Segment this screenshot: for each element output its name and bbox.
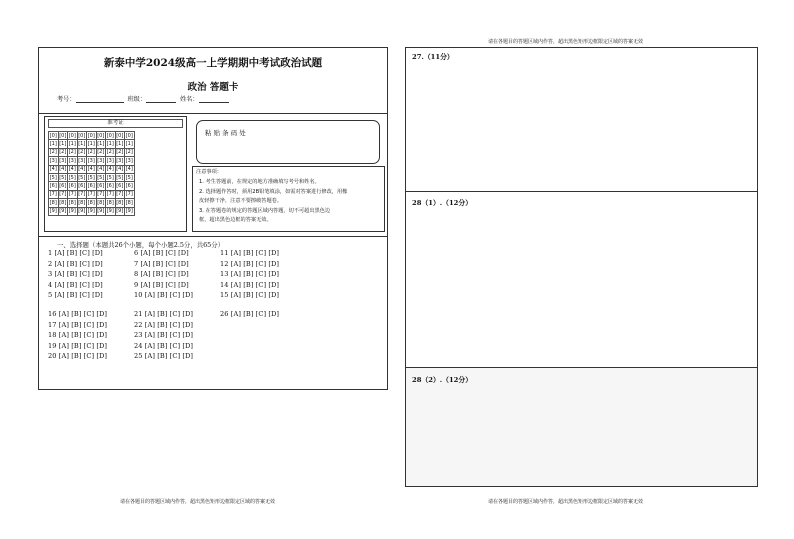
admission-digit-cell[interactable] (96, 140, 106, 148)
choice-options[interactable]: [A] [B] [C] [D] (58, 341, 108, 350)
admission-digit-label: [4] (87, 166, 95, 173)
question-number: 1 (48, 249, 53, 257)
admission-digit-label: [4] (78, 166, 86, 173)
admission-digit-label: [9] (106, 208, 114, 215)
choice-options[interactable]: [A] [B] [C] [D] (54, 259, 103, 268)
admission-digit-cell[interactable] (68, 140, 78, 148)
choice-options[interactable]: [A] [B] [C] [D] (144, 310, 194, 318)
admission-digit-cell[interactable] (96, 132, 106, 140)
admission-digit-label: [2] (87, 149, 95, 156)
admission-digit-cell[interactable] (49, 182, 59, 190)
admission-digit-label: [4] (49, 166, 57, 173)
choice-question[interactable] (134, 260, 189, 268)
choice-options[interactable]: [A] [B] [C] [D] (144, 341, 194, 350)
admission-digit-label: [7] (87, 191, 95, 198)
admission-digit-label: [0] (116, 132, 124, 139)
admission-digit-cell[interactable] (125, 140, 135, 148)
admission-digit-cell[interactable] (87, 157, 97, 165)
choice-options[interactable]: [A] [B] [C] [D] (54, 249, 103, 257)
admission-digit-cell[interactable] (115, 140, 125, 148)
choice-question[interactable] (48, 291, 103, 299)
exam-title: 新泰中学2024级高一上学期期中考试政治试题 (103, 57, 323, 69)
choice-options[interactable]: [A] [B] [C] [D] (140, 259, 189, 268)
admission-digit-label: [3] (87, 157, 95, 164)
question-number: 3 (48, 270, 53, 278)
choice-options[interactable]: [A] [B] [C] [D] (140, 249, 189, 257)
admission-digit-cell[interactable] (115, 165, 125, 173)
admission-digit-cell[interactable] (77, 199, 87, 207)
question-number: 20 (48, 352, 57, 360)
name-label: 姓名： (180, 96, 199, 103)
section-27-label: 27.（11分） (412, 53, 454, 61)
admission-digit-label: [8] (59, 199, 67, 206)
admission-digit-cell[interactable] (96, 182, 106, 190)
admission-digit-label: [6] (78, 183, 86, 190)
choice-question[interactable] (134, 321, 193, 329)
choice-question[interactable] (48, 321, 107, 329)
choice-question[interactable] (48, 270, 103, 278)
choice-question[interactable] (48, 310, 107, 318)
question-number: 18 (48, 331, 57, 339)
admission-digit-label: [0] (87, 132, 95, 139)
admission-digit-label: [3] (97, 157, 105, 164)
admission-digit-cell[interactable] (58, 182, 68, 190)
choice-question[interactable] (220, 310, 279, 318)
answer-area-28-2[interactable] (406, 368, 757, 486)
admission-digit-cell[interactable] (87, 199, 97, 207)
admission-digit-cell[interactable] (77, 157, 87, 165)
bottom-notice-left: 请在各题目的答题区域内作答，超出黑色矩形边框限定区域的答案无效 (120, 499, 276, 505)
admission-digit-cell[interactable] (68, 157, 78, 165)
admission-digit-cell[interactable] (106, 173, 116, 181)
section-28-1-label: 28（1）.（12分） (412, 199, 472, 207)
admission-digit-label: [2] (97, 149, 105, 156)
admission-digit-cell[interactable] (87, 140, 97, 148)
admission-digit-cell[interactable] (77, 165, 87, 173)
admission-digit-cell[interactable] (125, 190, 135, 198)
admission-digit-label: [7] (116, 191, 124, 198)
admission-digit-cell[interactable] (106, 157, 116, 165)
admission-digit-label: [8] (68, 199, 76, 206)
question-number: 6 (134, 249, 139, 257)
admission-digit-cell[interactable] (77, 140, 87, 148)
note-item: 皮轻擦干净，注意不要擦破答题卷。 (199, 198, 283, 204)
admission-digit-label: [1] (106, 141, 114, 148)
choice-question[interactable] (134, 281, 189, 289)
admission-digit-label: [0] (106, 132, 114, 139)
admission-digit-cell[interactable] (68, 182, 78, 190)
admission-digit-cell[interactable] (77, 207, 87, 215)
notes-box (192, 166, 385, 232)
choice-options[interactable]: [A] [B] [C] [D] (58, 352, 108, 360)
admission-digit-label: [2] (78, 149, 86, 156)
question-number: 13 (220, 270, 229, 278)
admission-digit-cell[interactable] (49, 207, 59, 215)
choice-question[interactable] (134, 249, 189, 257)
choice-options[interactable]: [A] [B] [C] [D] (230, 270, 280, 278)
admission-digit-label: [5] (78, 174, 86, 181)
admission-digit-label: [9] (97, 208, 105, 215)
question-number: 19 (48, 341, 57, 350)
admission-digit-cell[interactable] (77, 173, 87, 181)
choice-question[interactable] (220, 249, 279, 257)
admission-digit-cell[interactable] (96, 148, 106, 156)
choice-options[interactable]: [A] [B] [C] [D] (140, 270, 189, 278)
choice-options[interactable]: [A] [B] [C] [D] (230, 310, 280, 318)
admission-digit-label: [0] (97, 132, 105, 139)
admission-digit-cell[interactable] (49, 165, 59, 173)
note-item: 1. 考生答题前，在规定的地方准确填写考号和姓名。 (199, 179, 320, 185)
admission-digit-cell[interactable] (106, 199, 116, 207)
admission-digit-label: [6] (87, 183, 95, 190)
admission-digit-cell[interactable] (96, 173, 106, 181)
admission-digit-label: [0] (59, 132, 67, 139)
choice-options[interactable]: [A] [B] [C] [D] (144, 320, 194, 329)
admission-digit-label: [6] (116, 183, 124, 190)
question-number: 5 (48, 291, 53, 299)
admission-digit-cell[interactable] (125, 148, 135, 156)
admission-digit-cell[interactable] (87, 173, 97, 181)
admission-digit-label: [1] (87, 141, 95, 148)
admission-digit-cell[interactable] (68, 207, 78, 215)
class-label: 班级： (127, 96, 147, 103)
choice-options[interactable]: [A] [B] [C] [D] (230, 291, 280, 299)
admission-digit-cell[interactable] (87, 148, 97, 156)
admission-digit-label: [2] (59, 149, 67, 156)
admission-digit-label: [3] (49, 157, 57, 164)
admission-digit-label: [5] (125, 174, 133, 181)
admission-digit-label: [9] (59, 208, 67, 215)
admission-digit-cell[interactable] (125, 199, 135, 207)
choice-question[interactable] (48, 260, 103, 268)
choice-question[interactable] (134, 291, 193, 299)
admission-digit-cell[interactable] (115, 190, 125, 198)
admission-digit-label: [1] (125, 141, 133, 148)
note-item: 3. 在答题卷的规定的答题区域内答题，切不可超出黑色边 (199, 208, 331, 214)
admission-digit-cell[interactable] (106, 190, 116, 198)
admission-digit-cell[interactable] (77, 132, 87, 140)
admission-digit-cell[interactable] (125, 207, 135, 215)
admission-digit-cell[interactable] (115, 207, 125, 215)
admission-digit-label: [5] (97, 174, 105, 181)
admission-digit-label: [6] (97, 183, 105, 190)
class-field[interactable] (146, 95, 176, 103)
admission-digit-cell[interactable] (58, 157, 68, 165)
admission-digit-label: [3] (125, 157, 133, 164)
question-number: 9 (134, 280, 139, 289)
admission-digit-label: [8] (78, 199, 86, 206)
admission-digit-label: [8] (125, 199, 133, 206)
admission-digit-label: [4] (68, 166, 76, 173)
admission-digit-label: [7] (59, 191, 67, 198)
admission-digit-cell[interactable] (106, 182, 116, 190)
choice-question[interactable] (48, 352, 107, 360)
admission-digit-label: [4] (59, 166, 67, 173)
admission-digit-label: [0] (125, 132, 133, 139)
admission-digit-cell[interactable] (125, 173, 135, 181)
choice-question[interactable] (134, 310, 193, 318)
admission-digit-label: [3] (116, 157, 124, 164)
admission-digit-cell[interactable] (87, 165, 97, 173)
choice-options[interactable]: [A] [B] [C] [D] (58, 331, 108, 339)
admission-digit-cell[interactable] (58, 173, 68, 181)
admission-digit-label: [3] (59, 157, 67, 164)
admission-digit-cell[interactable] (49, 148, 59, 156)
admission-digit-label: [0] (49, 132, 57, 139)
admission-digit-cell[interactable] (125, 157, 135, 165)
question-number: 25 (134, 352, 143, 360)
admission-digit-label: [5] (106, 174, 114, 181)
admission-digit-label: [6] (49, 183, 57, 190)
admission-digit-label: [4] (125, 166, 133, 173)
divider (39, 236, 387, 237)
choice-options[interactable]: [A] [B] [C] [D] (230, 280, 280, 289)
admission-digit-cell[interactable] (96, 207, 106, 215)
choice-question[interactable] (220, 270, 279, 278)
choice-options[interactable]: [A] [B] [C] [D] (230, 259, 280, 268)
admission-digit-label: [4] (97, 166, 105, 173)
choice-options[interactable]: [A] [B] [C] [D] (54, 270, 103, 278)
admission-digit-cell[interactable] (106, 132, 116, 140)
question-number: 15 (220, 291, 229, 299)
admission-digit-cell[interactable] (68, 132, 78, 140)
admission-digit-cell[interactable] (96, 199, 106, 207)
admission-digit-cell[interactable] (96, 165, 106, 173)
top-notice: 请在各题目的答题区域内作答，超出黑色矩形边框限定区域的答案无效 (488, 39, 644, 45)
choice-options[interactable]: [A] [B] [C] [D] (58, 320, 108, 329)
admission-digit-cell[interactable] (58, 190, 68, 198)
question-number: 21 (134, 310, 143, 318)
choice-heading: 一、选择题（本题共26个小题，每个小题2.5分，共65分） (57, 241, 225, 249)
question-number: 16 (48, 310, 57, 318)
choice-question[interactable] (220, 281, 279, 289)
sheet-subtitle: 政治 答题卡 (187, 82, 239, 93)
admission-digit-cell[interactable] (87, 190, 97, 198)
admission-digit-cell[interactable] (87, 182, 97, 190)
admission-digit-label: [5] (68, 174, 76, 181)
choice-question[interactable] (134, 342, 193, 350)
choice-options[interactable]: [A] [B] [C] [D] (144, 291, 194, 299)
admission-digit-label: [2] (125, 149, 133, 156)
admission-digit-cell[interactable] (68, 165, 78, 173)
admission-digit-cell[interactable] (68, 199, 78, 207)
admission-digit-cell[interactable] (77, 148, 87, 156)
note-item: 2. 选择题作答时，须用2B铅笔填涂，如需对答案进行修改，用橡 (199, 189, 348, 195)
admission-digit-label: [2] (49, 149, 57, 156)
answer-sheet-left-panel (38, 47, 388, 390)
choice-question[interactable] (134, 331, 193, 339)
admission-digit-cell[interactable] (49, 173, 59, 181)
note-item: 框，超出黑色边框的答案无效。 (199, 217, 272, 223)
admission-digit-label: [7] (125, 191, 133, 198)
choice-options[interactable]: [A] [B] [C] [D] (144, 331, 194, 339)
admission-digit-label: [0] (78, 132, 86, 139)
admission-digit-cell[interactable] (87, 207, 97, 215)
admission-digit-label: [1] (78, 141, 86, 148)
question-number: 12 (220, 259, 229, 268)
admission-digit-label: [9] (49, 208, 57, 215)
admission-digit-cell[interactable] (87, 132, 97, 140)
admission-digit-cell[interactable] (125, 165, 135, 173)
admission-digit-label: [1] (68, 141, 76, 148)
admission-digit-label: [1] (49, 141, 57, 148)
admission-digit-cell[interactable] (115, 132, 125, 140)
admission-digit-cell[interactable] (58, 140, 68, 148)
choice-question[interactable] (134, 270, 189, 278)
admission-digit-label: [7] (97, 191, 105, 198)
admission-digit-cell[interactable] (49, 199, 59, 207)
admission-digit-cell[interactable] (106, 165, 116, 173)
barcode-area (196, 120, 380, 164)
admission-digit-label: [7] (78, 191, 86, 198)
admission-digit-label: [9] (125, 208, 133, 215)
admission-digit-grid (48, 131, 135, 216)
admission-digit-label: [8] (87, 199, 95, 206)
admission-digit-label: [5] (49, 174, 57, 181)
name-field[interactable] (199, 95, 229, 103)
question-number: 24 (134, 341, 143, 350)
admission-digit-cell[interactable] (68, 173, 78, 181)
admission-digit-label: [9] (68, 208, 76, 215)
choice-options[interactable]: [A] [B] [C] [D] (230, 249, 280, 257)
choice-question[interactable] (48, 342, 107, 350)
answer-sheet-right-panel (405, 47, 758, 487)
admission-digit-cell[interactable] (115, 157, 125, 165)
choice-question[interactable] (220, 291, 279, 299)
admission-digit-label: [8] (106, 199, 114, 206)
bottom-notice-right: 请在各题目的答题区域内作答，超出黑色矩形边框限定区域的答案无效 (488, 499, 644, 505)
admission-digit-label: [4] (116, 166, 124, 173)
admission-digit-label: [1] (116, 141, 124, 148)
question-number: 22 (134, 320, 143, 329)
admission-digit-label: [3] (78, 157, 86, 164)
admission-digit-cell[interactable] (125, 182, 135, 190)
question-number: 8 (134, 270, 139, 278)
admission-digit-label: [2] (106, 149, 114, 156)
divider (39, 113, 387, 114)
choice-question[interactable] (48, 249, 103, 257)
admission-digit-cell[interactable] (115, 199, 125, 207)
admission-digit-label: [4] (106, 166, 114, 173)
question-number: 2 (48, 259, 53, 268)
barcode-label: 粘 贴 条 码 处 (205, 129, 246, 137)
admission-digit-label: [7] (68, 191, 76, 198)
info-fields (57, 94, 229, 103)
admission-digit-label: [7] (49, 191, 57, 198)
admission-digit-cell[interactable] (68, 148, 78, 156)
admission-digit-label: [3] (106, 157, 114, 164)
admission-digit-cell[interactable] (49, 132, 59, 140)
admission-digit-cell[interactable] (58, 199, 68, 207)
admission-digit-label: [5] (59, 174, 67, 181)
question-number: 23 (134, 331, 143, 339)
admission-digit-cell[interactable] (125, 132, 135, 140)
admission-digit-cell[interactable] (115, 173, 125, 181)
admission-digit-label: [1] (97, 141, 105, 148)
admission-digit-label: [6] (59, 183, 67, 190)
choice-options[interactable]: [A] [B] [C] [D] (140, 280, 189, 289)
question-number: 11 (220, 249, 229, 257)
admission-digit-cell[interactable] (77, 190, 87, 198)
admission-digit-label: [5] (87, 174, 95, 181)
admission-digit-label: [8] (49, 199, 57, 206)
admission-digit-label: [9] (116, 208, 124, 215)
question-number: 7 (134, 259, 139, 268)
choice-question[interactable] (48, 331, 107, 339)
admission-digit-cell[interactable] (115, 148, 125, 156)
admission-digit-label: [8] (116, 199, 124, 206)
admission-title: 准考证 (48, 119, 183, 128)
admission-digit-label: [6] (68, 183, 76, 190)
question-number: 10 (134, 291, 143, 299)
admission-digit-cell[interactable] (96, 190, 106, 198)
choice-question[interactable] (220, 260, 279, 268)
admission-digit-cell[interactable] (49, 157, 59, 165)
section-28-2-label: 28（2）.（12分） (412, 376, 472, 384)
admission-digit-cell[interactable] (106, 207, 116, 215)
choice-question[interactable] (134, 352, 193, 360)
admission-grid-box (44, 116, 187, 232)
admission-digit-label: [3] (68, 157, 76, 164)
admission-digit-label: [2] (68, 149, 76, 156)
admission-digit-cell[interactable] (49, 190, 59, 198)
admission-digit-cell[interactable] (58, 148, 68, 156)
admission-digit-label: [7] (106, 191, 114, 198)
admission-digit-label: [8] (97, 199, 105, 206)
notes-title: 注意事项： (196, 169, 222, 175)
admission-digit-label: [1] (59, 141, 67, 148)
admission-digit-cell[interactable] (115, 182, 125, 190)
choice-options[interactable]: [A] [B] [C] [D] (54, 280, 103, 289)
admission-digit-label: [6] (125, 183, 133, 190)
divider (406, 191, 757, 192)
admission-digit-cell[interactable] (77, 182, 87, 190)
choice-options[interactable]: [A] [B] [C] [D] (54, 291, 103, 299)
exam-number-label: 考号： (57, 96, 76, 103)
admission-digit-cell[interactable] (106, 140, 116, 148)
admission-digit-label: [2] (116, 149, 124, 156)
question-number: 17 (48, 320, 57, 329)
choice-options[interactable]: [A] [B] [C] [D] (58, 310, 108, 318)
admission-digit-label: [9] (78, 208, 86, 215)
question-number: 26 (220, 310, 229, 318)
question-number: 14 (220, 280, 229, 289)
admission-digit-cell[interactable] (49, 140, 59, 148)
admission-digit-cell[interactable] (106, 148, 116, 156)
admission-digit-label: [5] (116, 174, 124, 181)
exam-number-field[interactable] (76, 95, 124, 103)
admission-digit-cell[interactable] (58, 165, 68, 173)
admission-digit-label: [6] (106, 183, 114, 190)
choice-question[interactable] (48, 281, 103, 289)
admission-digit-label: [0] (68, 132, 76, 139)
admission-digit-cell[interactable] (68, 190, 78, 198)
question-number: 4 (48, 280, 53, 289)
choice-options[interactable]: [A] [B] [C] [D] (144, 352, 194, 360)
admission-digit-cell[interactable] (96, 157, 106, 165)
admission-digit-label: [9] (87, 208, 95, 215)
admission-digit-cell[interactable] (58, 132, 68, 140)
admission-digit-cell[interactable] (58, 207, 68, 215)
